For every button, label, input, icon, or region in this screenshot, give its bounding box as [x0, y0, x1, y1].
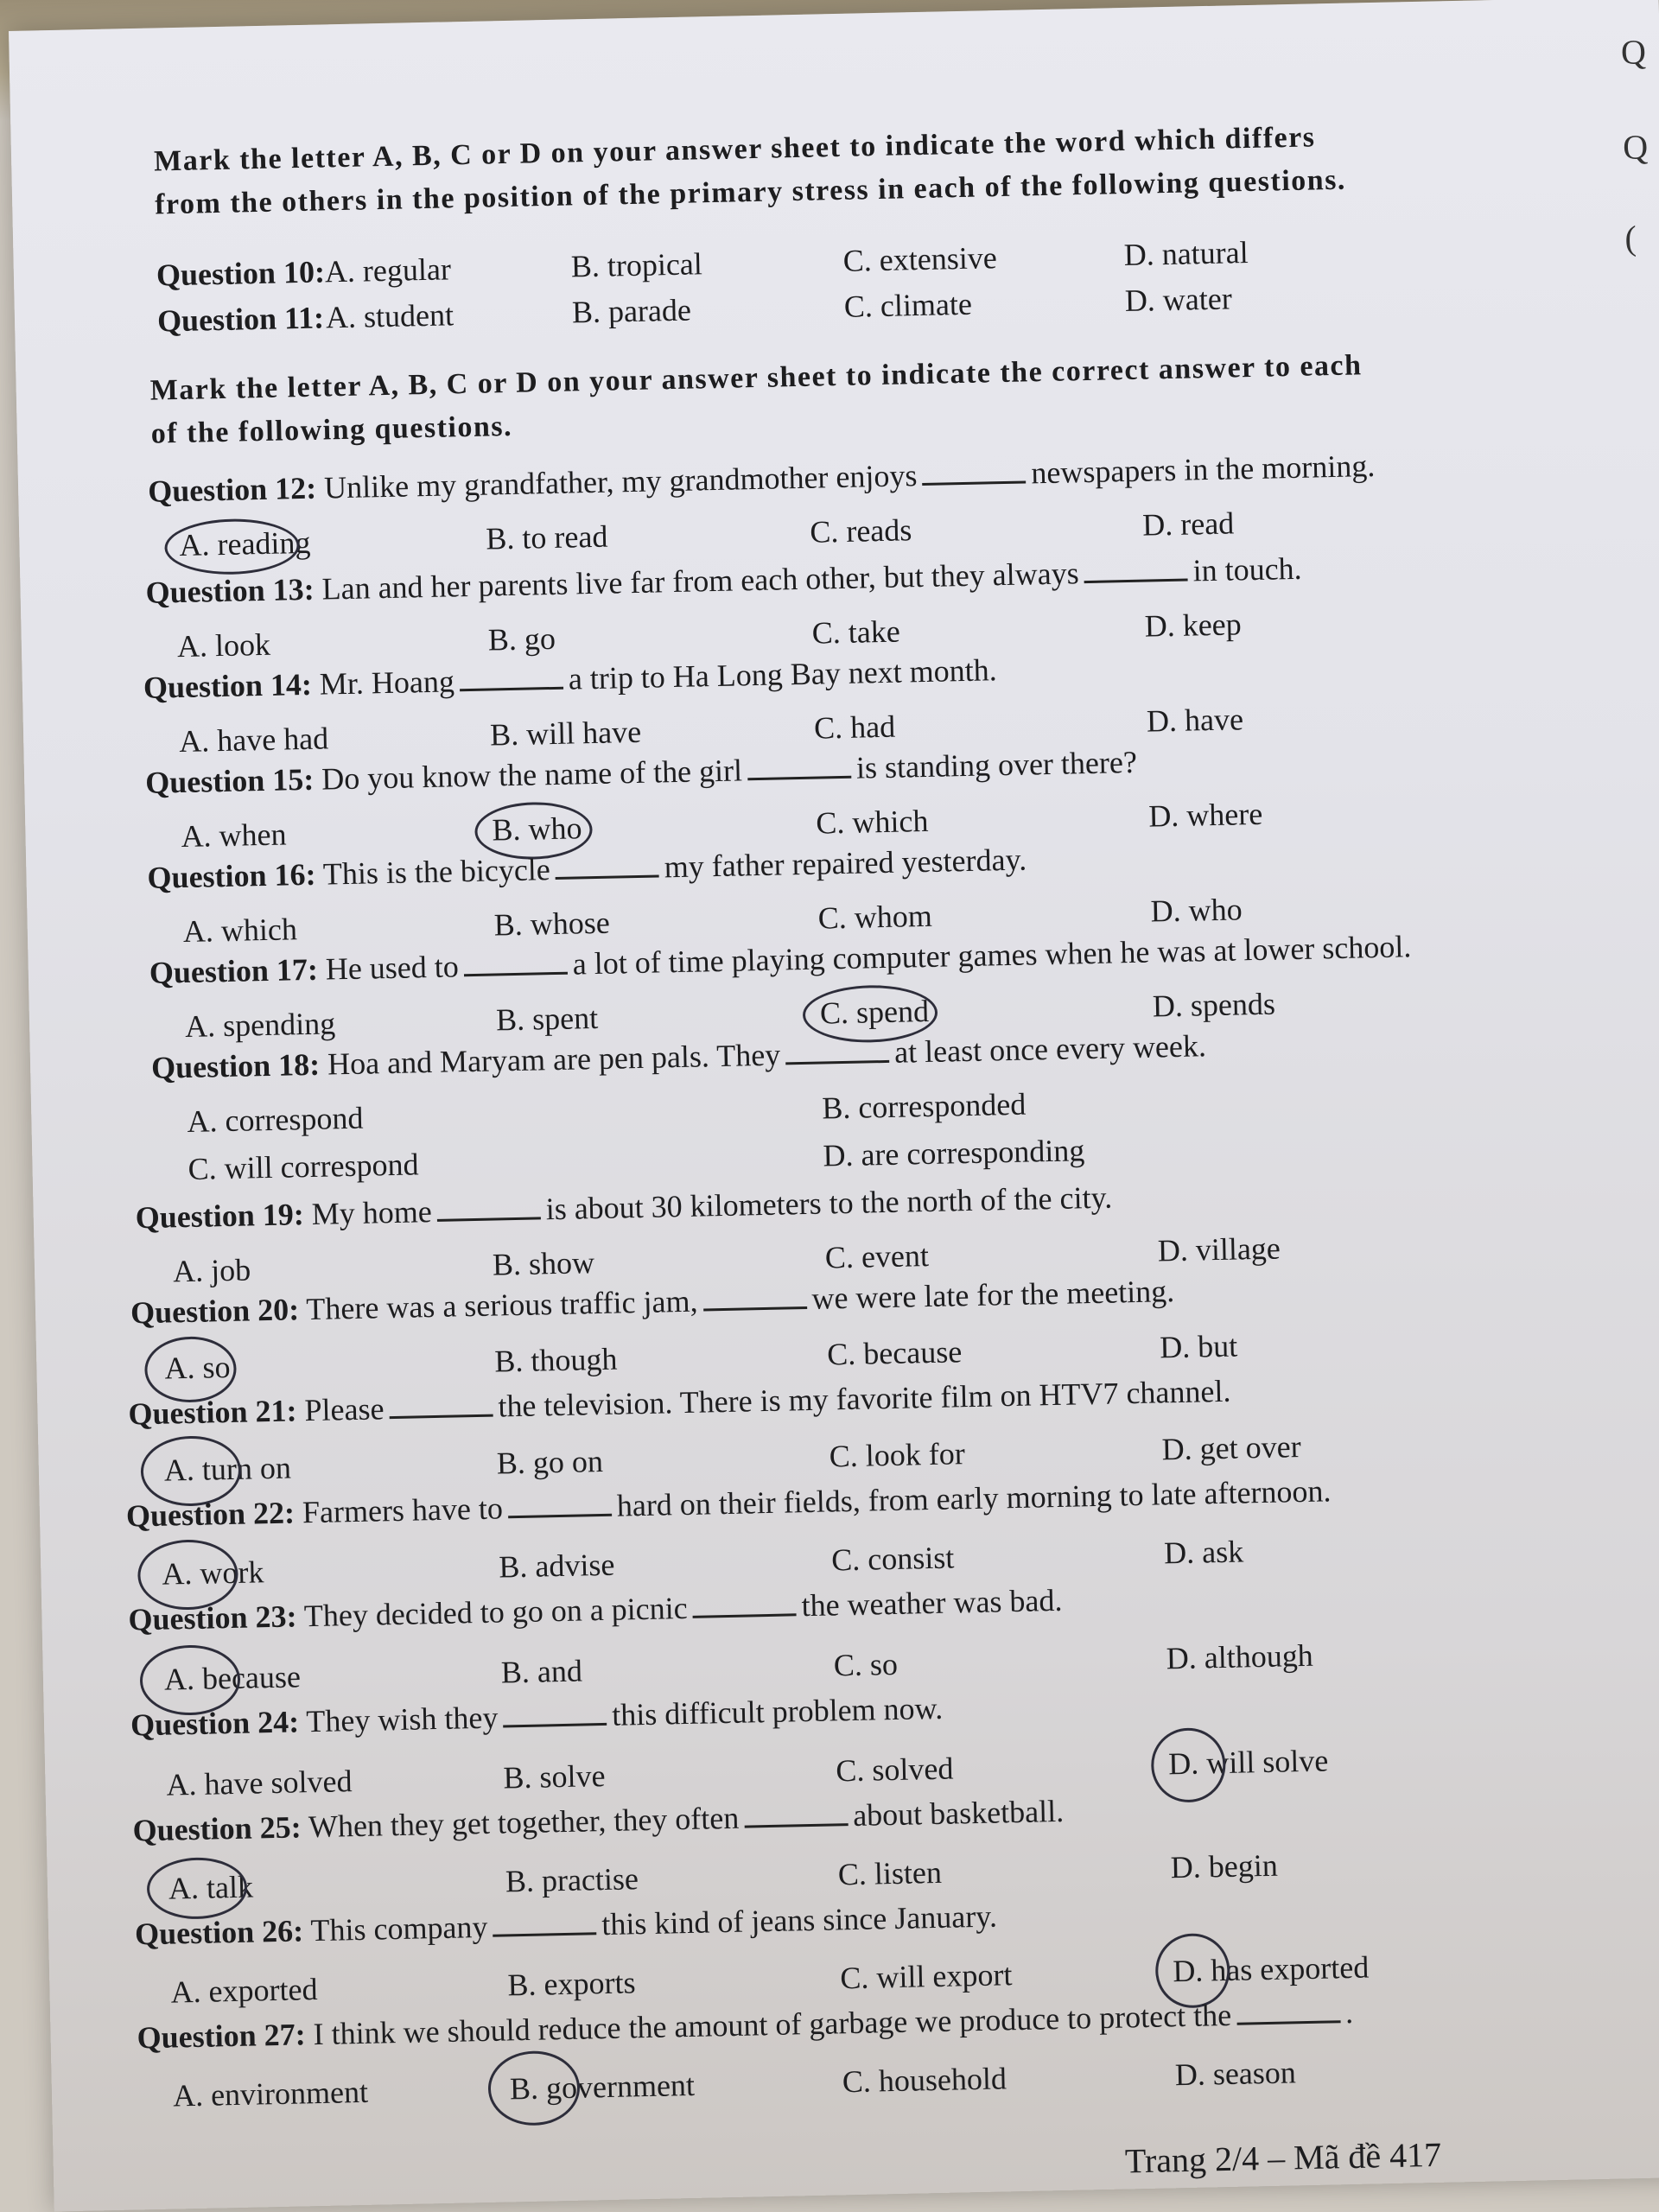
question-19-option-b[interactable]: B. show: [492, 1245, 595, 1282]
question-18-option-a[interactable]: A. correspond: [187, 1100, 364, 1139]
question-13-option-d[interactable]: D. keep: [1144, 607, 1243, 644]
question-15-option-c[interactable]: C. which: [815, 803, 929, 841]
question-17-stem: Question 17: He used to a lot of time playing computer games when he was at lower school.: [149, 929, 1412, 990]
question-10-option-a[interactable]: A. regular: [324, 251, 452, 289]
question-23-option-d[interactable]: D. although: [1166, 1637, 1314, 1676]
question-14-option-d[interactable]: D. have: [1146, 702, 1244, 739]
question-20-stem: Question 20: There was a serious traffic jam, we were late for the meeting.: [130, 1274, 1175, 1331]
question-22-option-d[interactable]: D. ask: [1163, 1534, 1244, 1571]
question-24-option-a[interactable]: A. have solved: [166, 1764, 353, 1802]
question-16-option-a[interactable]: A. which: [182, 912, 298, 949]
question-23-option-b[interactable]: B. and: [500, 1653, 583, 1690]
question-22-option-c[interactable]: C. consist: [830, 1540, 955, 1578]
question-18-option-d[interactable]: D. are corresponding: [823, 1133, 1085, 1173]
question-15-option-d[interactable]: D. where: [1147, 796, 1263, 834]
question-20-option-c[interactable]: C. because: [826, 1334, 963, 1372]
question-23-stem: Question 23: They decided to go on a picnic the weather was bad.: [128, 1582, 1063, 1637]
question-17-option-c[interactable]: C. spend: [819, 993, 930, 1031]
question-21-option-d[interactable]: D. get over: [1161, 1429, 1302, 1467]
question-14-option-b[interactable]: B. will have: [489, 714, 642, 753]
question-16-option-c[interactable]: C. whom: [817, 898, 933, 936]
question-26-option-b[interactable]: B. exports: [507, 1965, 636, 2003]
question-10-label: Question 10:: [156, 254, 326, 293]
section-stress-instructions: Mark the letter A, B, C or D on your answer sheet to indicate the word which differs from the others in the position of the primary stress in each of the following questions.: [153, 121, 1347, 221]
question-22-stem: Question 22: Farmers have to hard on their fields, from early morning to late afternoon.: [125, 1473, 1332, 1534]
question-10-option-b[interactable]: B. tropical: [570, 246, 703, 284]
question-19-option-c[interactable]: C. event: [824, 1238, 930, 1275]
question-13-option-b[interactable]: B. go: [487, 620, 556, 658]
question-26-option-a[interactable]: A. exported: [170, 1972, 318, 2010]
question-12-option-a[interactable]: A. reading: [179, 524, 311, 563]
question-12-option-c[interactable]: C. reads: [809, 512, 912, 550]
question-26-option-c[interactable]: C. will export: [839, 1957, 1013, 1996]
question-22-option-b[interactable]: B. advise: [498, 1547, 615, 1585]
question-15-option-b[interactable]: B. who: [492, 810, 582, 848]
question-27-stem: Question 27: I think we should reduce the amount of garbage we produce to protect the .: [137, 1994, 1354, 2056]
edge-mark-1: Q: [1620, 32, 1647, 72]
question-21-option-b[interactable]: B. go on: [496, 1443, 604, 1481]
section-correct-answer-instructions: Mark the letter A, B, C or D on your answer sheet to indicate the correct answer to each of the following questions.: [149, 349, 1363, 450]
question-18-option-b[interactable]: B. corresponded: [821, 1086, 1027, 1126]
question-11-option-b[interactable]: B. parade: [571, 292, 692, 330]
question-17-option-d[interactable]: D. spends: [1152, 986, 1276, 1024]
question-27-option-a[interactable]: A. environment: [172, 2074, 369, 2113]
question-25-option-d[interactable]: D. begin: [1170, 1847, 1279, 1885]
question-16-option-b[interactable]: B. whose: [493, 905, 611, 943]
question-27-option-d[interactable]: D. season: [1174, 2055, 1297, 2093]
question-20-option-b[interactable]: B. though: [493, 1341, 618, 1379]
question-25-option-c[interactable]: C. listen: [837, 1854, 943, 1892]
question-14-stem: Question 14: Mr. Hoang a trip to Ha Long Bay next month.: [143, 652, 998, 705]
question-11-option-c[interactable]: C. climate: [843, 286, 973, 324]
question-23-option-c[interactable]: C. so: [833, 1646, 899, 1683]
question-12-option-b[interactable]: B. to read: [486, 518, 608, 556]
question-24-option-b[interactable]: B. solve: [503, 1758, 606, 1796]
question-22-option-a[interactable]: A. work: [162, 1554, 264, 1592]
question-12-stem: Question 12: Unlike my grandfather, my grandmother enjoys newspapers in the morning.: [147, 448, 1376, 509]
question-25-option-a[interactable]: A. talk: [168, 1869, 254, 1906]
question-21-stem: Question 21: Please the television. There is my favorite film on HTV7 channel.: [128, 1373, 1231, 1432]
question-11-label: Question 11:: [156, 300, 325, 339]
question-26-stem: Question 26: This company this kind of jeans since January.: [134, 1898, 998, 1952]
question-14-option-c[interactable]: C. had: [813, 709, 896, 746]
question-19-stem: Question 19: My home is about 30 kilometers to the north of the city.: [135, 1179, 1113, 1236]
edge-mark-3: (: [1624, 218, 1637, 257]
question-17-option-b[interactable]: B. spent: [495, 1000, 599, 1038]
question-26-option-d[interactable]: D. has exported: [1172, 1949, 1370, 1989]
question-15-stem: Question 15: Do you know the name of the girl is standing over there?: [144, 744, 1138, 800]
question-12-option-d[interactable]: D. read: [1141, 505, 1235, 543]
question-24-stem: Question 24: They wish they this difficult problem now.: [130, 1690, 944, 1743]
question-27-option-b[interactable]: B. government: [509, 2067, 696, 2107]
question-18-option-c[interactable]: C. will correspond: [188, 1147, 419, 1186]
question-11-option-d[interactable]: D. water: [1124, 281, 1233, 319]
exam-page: [9, 0, 1659, 2211]
question-17-option-a[interactable]: A. spending: [184, 1006, 336, 1044]
question-19-option-d[interactable]: D. village: [1157, 1230, 1281, 1268]
question-10-option-c[interactable]: C. extensive: [842, 240, 998, 278]
question-13-option-c[interactable]: C. take: [811, 613, 901, 651]
question-15-option-a[interactable]: A. when: [181, 817, 287, 855]
question-14-option-a[interactable]: A. have had: [178, 721, 329, 760]
page-footer: Trang 2/4 – Mã đề 417: [1124, 2134, 1442, 2181]
question-16-stem: Question 16: This is the bicycle my father repaired yesterday.: [147, 842, 1027, 895]
question-24-option-c[interactable]: C. solved: [835, 1751, 954, 1789]
question-13-stem: Question 13: Lan and her parents live far from each other, but they always in touch.: [145, 550, 1302, 610]
question-23-option-a[interactable]: A. because: [163, 1659, 302, 1697]
question-21-option-c[interactable]: C. look for: [829, 1436, 966, 1474]
question-19-option-a[interactable]: A. job: [172, 1252, 251, 1289]
question-10-option-d[interactable]: D. natural: [1123, 235, 1249, 273]
question-16-option-d[interactable]: D. who: [1150, 892, 1243, 929]
question-27-option-c[interactable]: C. household: [842, 2061, 1007, 2100]
question-20-option-a[interactable]: A. so: [164, 1349, 231, 1386]
question-21-option-a[interactable]: A. turn on: [163, 1450, 292, 1488]
question-11-option-a[interactable]: A. student: [325, 297, 454, 335]
edge-mark-2: Q: [1622, 127, 1649, 167]
question-13-option-a[interactable]: A. look: [176, 626, 271, 664]
question-25-stem: Question 25: When they get together, they often about basketball.: [132, 1793, 1065, 1848]
question-25-option-b[interactable]: B. practise: [505, 1861, 639, 1899]
question-24-option-d[interactable]: D. will solve: [1167, 1743, 1329, 1782]
question-18-stem: Question 18: Hoa and Maryam are pen pals. They at least once every week.: [150, 1028, 1207, 1085]
question-20-option-d[interactable]: D. but: [1159, 1328, 1238, 1365]
